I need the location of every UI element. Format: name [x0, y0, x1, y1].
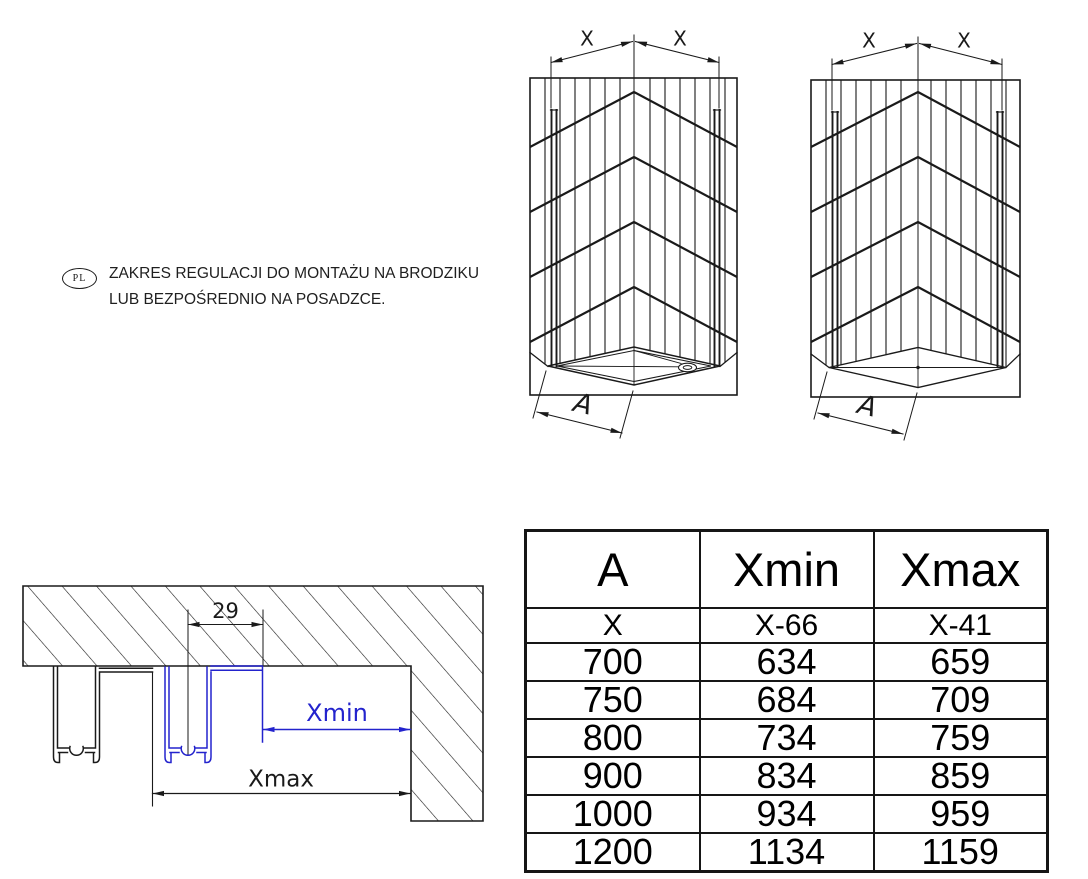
- cell: 759: [874, 719, 1048, 757]
- wall-profile-section-drawing: [23, 586, 483, 821]
- cell: 834: [700, 757, 874, 795]
- note-block: [62, 261, 479, 313]
- dim-label-a: A: [854, 389, 880, 424]
- cell: X-41: [874, 608, 1048, 643]
- col-header-xmax: Xmax: [874, 531, 1048, 609]
- drain-icon: [679, 363, 697, 372]
- profile-section-blue: [165, 666, 263, 763]
- dimension-table: [524, 529, 1049, 873]
- table-row: [526, 643, 1048, 681]
- cell: 634: [700, 643, 874, 681]
- dim-label-29: 29: [212, 599, 239, 623]
- table-row: [526, 719, 1048, 757]
- table-row: [526, 681, 1048, 719]
- dim-label-x-right: X: [957, 28, 971, 53]
- dim-label-a: A: [570, 387, 596, 422]
- cell: 700: [526, 643, 700, 681]
- table-row: [526, 833, 1048, 872]
- drain-point: [916, 366, 919, 369]
- col-header-xmin: Xmin: [700, 531, 874, 609]
- language-badge: PL: [62, 268, 97, 289]
- cell: 1200: [526, 833, 700, 872]
- cell: 1134: [700, 833, 874, 872]
- shower-on-tray-drawing: [530, 27, 737, 439]
- cell: 934: [700, 795, 874, 833]
- cell: X: [526, 608, 700, 643]
- note-text: [109, 261, 479, 313]
- cell: 684: [700, 681, 874, 719]
- note-line-2: LUB BEZPOŚREDNIO NA POSADZCE.: [109, 291, 386, 308]
- table-header-row: [526, 531, 1048, 609]
- dim-label-xmax: Xmax: [248, 766, 314, 793]
- formula-row: [526, 608, 1048, 643]
- cell: 800: [526, 719, 700, 757]
- col-header-a: A: [526, 531, 700, 609]
- cell: 750: [526, 681, 700, 719]
- note-line-1: ZAKRES REGULACJI DO MONTAŻU NA BRODZIKU: [109, 265, 480, 282]
- cell: 1159: [874, 833, 1048, 872]
- dim-label-x-right: X: [673, 26, 687, 51]
- table-row: [526, 757, 1048, 795]
- cell: 709: [874, 681, 1048, 719]
- cell: 959: [874, 795, 1048, 833]
- dim-label-x-left: X: [862, 28, 876, 53]
- cell: 859: [874, 757, 1048, 795]
- cell: X-66: [700, 608, 874, 643]
- profile-section-black: [54, 667, 153, 763]
- cell: 734: [700, 719, 874, 757]
- cell: 659: [874, 643, 1048, 681]
- dim-label-xmin: Xmin: [306, 699, 368, 727]
- dim-label-x-left: X: [580, 26, 594, 51]
- cell: 900: [526, 757, 700, 795]
- table-row: [526, 795, 1048, 833]
- cell: 1000: [526, 795, 700, 833]
- shower-on-floor-drawing: [811, 29, 1020, 441]
